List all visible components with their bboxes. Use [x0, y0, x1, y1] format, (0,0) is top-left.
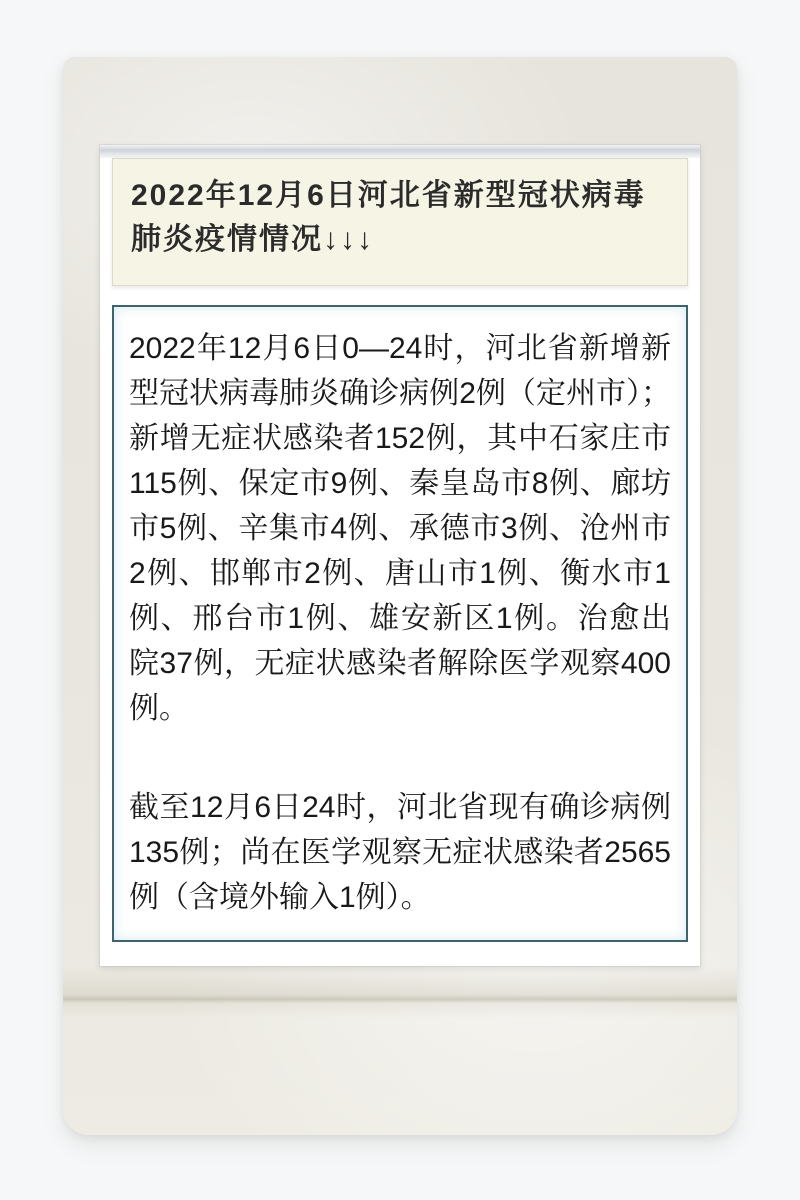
panel-top-bezel [100, 145, 700, 158]
bulletin-paragraph-current-cases: 截至12月6日24时，河北省现有确诊病例135例；尚在医学观察无症状感染者2565例（含境外输入1例）。 [129, 791, 671, 914]
paper-card [63, 57, 737, 1135]
photo-panel [100, 145, 700, 966]
bulletin-body-box [112, 305, 688, 942]
bulletin-title-box [112, 158, 688, 286]
bulletin-paragraph-new-cases: 2022年12月6日0—24时，河北省新增新型冠状病毒肺炎确诊病例2例（定州市）；新增无症状感染者152例，其中石家庄市115例、保定市9例、秦皇岛市8例、廊坊市5例、辛集市4例、承德市3例、沧州市2例、邯郸市2例、唐山市1例、衡水市1例、邢台市1例、雄安新区1例。治愈出院37例，无症状感染者解除医学观察400例。 [129, 332, 671, 725]
bulletin-title: 2022年12月6日河北省新型冠状病毒肺炎疫情情况↓↓↓ [131, 179, 646, 256]
paper-crease [63, 966, 737, 1018]
